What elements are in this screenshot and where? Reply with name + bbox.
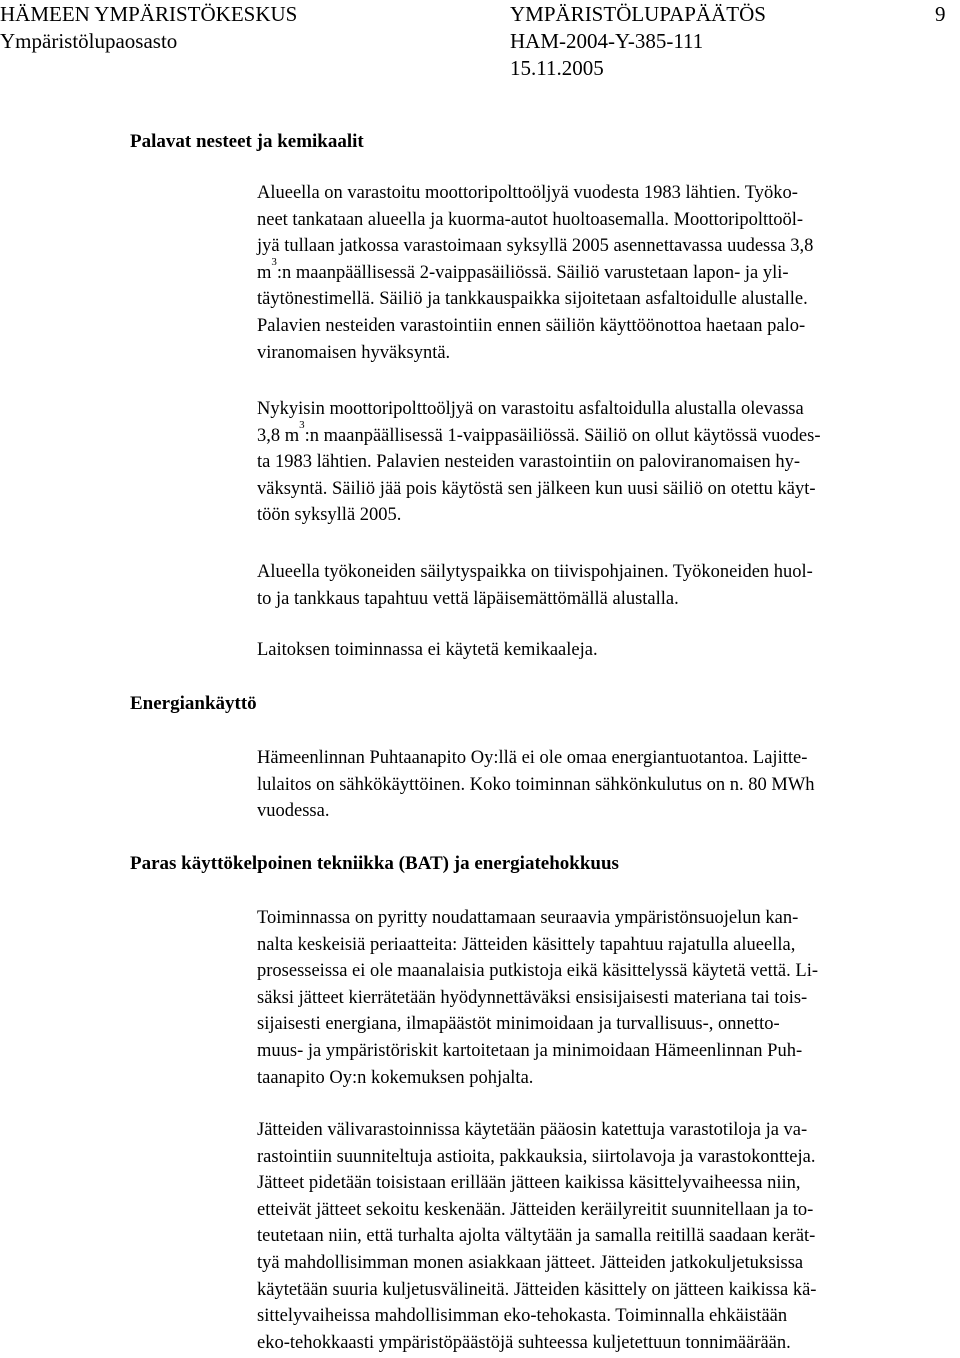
paragraph-waste-storage-transport xyxy=(257,1117,816,1356)
text-line: Jätteiden välivarastoinnissa käytetään pääosin katettuja varastotiloja ja va- xyxy=(257,1120,808,1140)
document-id: HAM-2004-Y-385-111 xyxy=(510,29,704,53)
text-line: jyä tullaan jatkossa varastoimaan syksyllä 2005 asennettavassa uudessa 3,8 xyxy=(257,236,814,257)
superscript: 3 xyxy=(299,418,305,431)
text-line: lulaitos on sähkökäyttöinen. Koko toiminnan sähkönkulutus on n. 80 MWh xyxy=(257,774,815,795)
text-line: Palavien nesteiden varastointiin ennen säiliön käyttöönottoa haetaan palo- xyxy=(257,315,806,336)
text-line: vuodessa. xyxy=(257,801,330,822)
paragraph-environmental-principles xyxy=(257,905,818,1091)
text-line: täytönestimellä. Säiliö ja tankkauspaikka sijoitetaan asfaltoidulle alustalle. xyxy=(257,289,808,310)
document-date: 15.11.2005 xyxy=(510,56,604,80)
paragraph-machine-storage xyxy=(257,559,813,612)
section-heading-flammable-liquids: Palavat nesteet ja kemikaalit xyxy=(130,131,364,152)
text-fragment: :n maanpäällisessä 2-vaippasäiliössä. Säiliö varustetaan lapon- ja yli- xyxy=(276,262,789,283)
text-line: väksyntä. Säiliö jää pois käytöstä sen jälkeen kun uusi säiliö on otettu käyt- xyxy=(257,478,816,499)
paragraph-energy-consumption xyxy=(257,745,815,825)
text-fragment: 3,8 m xyxy=(257,425,300,446)
text-line: ta 1983 lähtien. Palavien nesteiden varastointiin on paloviranomaisen hy- xyxy=(257,452,801,473)
paragraph-current-fuel-tank xyxy=(257,396,821,529)
section-heading-energy-use: Energiankäyttö xyxy=(130,693,257,714)
text-line: teutetaan niin, että turhalta ajolta vältytään ja samalla reitillä saadaan kerät- xyxy=(257,1226,816,1247)
text-line: viranomaisen hyväksyntä. xyxy=(257,342,451,363)
paragraph-no-chemicals xyxy=(257,637,598,664)
text-fragment: m xyxy=(257,262,272,283)
text-line: säksi jätteet kierrätetään hyödynnettäväksi ensisijaisesti materiana tai tois- xyxy=(257,987,808,1008)
text-line: sittelyvaiheissa mahdollisimman eko-tehokasta. Toiminnalla ehkäistään xyxy=(257,1306,788,1327)
text-line xyxy=(257,418,821,450)
section-heading-bat: Paras käyttökelpoinen tekniikka (BAT) ja energiatehokkuus xyxy=(130,853,619,874)
text-line: eko-tehokkaasti ympäristöpäästöjä suhteessa kuljetettuun tonnimäärään. xyxy=(257,1332,791,1353)
text-line: prosesseissa ei ole maanalaisia putkistoja eikä käsittelyssä käytetä vettä. Li- xyxy=(257,961,818,982)
text-line: taanapito Oy:n kokemuksen pohjalta. xyxy=(257,1067,534,1088)
text-line: nalta keskeisiä periaatteita: Jätteiden käsittely tapahtuu rajatulla alueella, xyxy=(257,934,796,955)
text-line: tyä mahdollisimman monen asiakkaan jätteet. Jätteiden jatkokuljetuksissa xyxy=(257,1252,804,1273)
text-fragment: :n maanpäällisessä 1-vaippasäiliössä. Säiliö on ollut käytössä vuodes- xyxy=(304,425,821,446)
text-line: töön syksyllä 2005. xyxy=(257,505,402,526)
text-line: Jätteet pidetään toisistaan erillään jätteen kaikissa käsittelyvaiheessa niin, xyxy=(257,1173,801,1194)
text-line: etteivät jätteet sekoitu keskenään. Jätteiden keräilyreitit suunnitellaan ja to- xyxy=(257,1199,814,1220)
text-line: Laitoksen toiminnassa ei käytetä kemikaaleja. xyxy=(257,640,598,660)
page-number: 9 xyxy=(935,2,946,26)
text-line xyxy=(257,255,813,287)
text-line: Hämeenlinnan Puhtaanapito Oy:llä ei ole omaa energiantuotantoa. Lajitte- xyxy=(257,748,808,768)
text-line: neet tankataan alueella ja kuorma-autot huoltoasemalla. Moottoripolttoöl- xyxy=(257,209,804,230)
text-line: Toiminnassa on pyritty noudattamaan seuraavia ympäristönsuojelun kan- xyxy=(257,908,799,928)
text-line: Alueella työkoneiden säilytyspaikka on tiivispohjainen. Työkoneiden huol- xyxy=(257,562,813,582)
text-line: muus- ja ympäristöriskit kartoitetaan ja minimoidaan Hämeenlinnan Puh- xyxy=(257,1040,803,1061)
department-name: Ympäristölupaosasto xyxy=(0,29,178,53)
text-line: sijaisesti energiana, ilmapäästöt minimoidaan ja turvallisuus-, onnetto- xyxy=(257,1014,780,1035)
text-line: rastointiin suunniteltuja astioita, pakkauksia, siirtolavoja ja varastokontteja. xyxy=(257,1146,816,1167)
document-type: YMPÄRISTÖLUPAPÄÄTÖS xyxy=(510,2,766,26)
organization-name: HÄMEEN YMPÄRISTÖKESKUS xyxy=(0,2,298,26)
superscript: 3 xyxy=(271,255,277,268)
text-line: Nykyisin moottoripolttoöljyä on varastoitu asfaltoidulla alustalla olevassa xyxy=(257,399,804,419)
text-line: Alueella on varastoitu moottoripolttoöljyä vuodesta 1983 lähtien. Työko- xyxy=(257,183,798,203)
text-line: käytetään suuria kuljetusvälineitä. Jätteiden käsittely on jätteen kaikissa kä- xyxy=(257,1279,817,1300)
paragraph-fuel-storage-plan xyxy=(257,180,813,366)
text-line: to ja tankkaus tapahtuu vettä läpäisemättömällä alustalla. xyxy=(257,588,679,609)
